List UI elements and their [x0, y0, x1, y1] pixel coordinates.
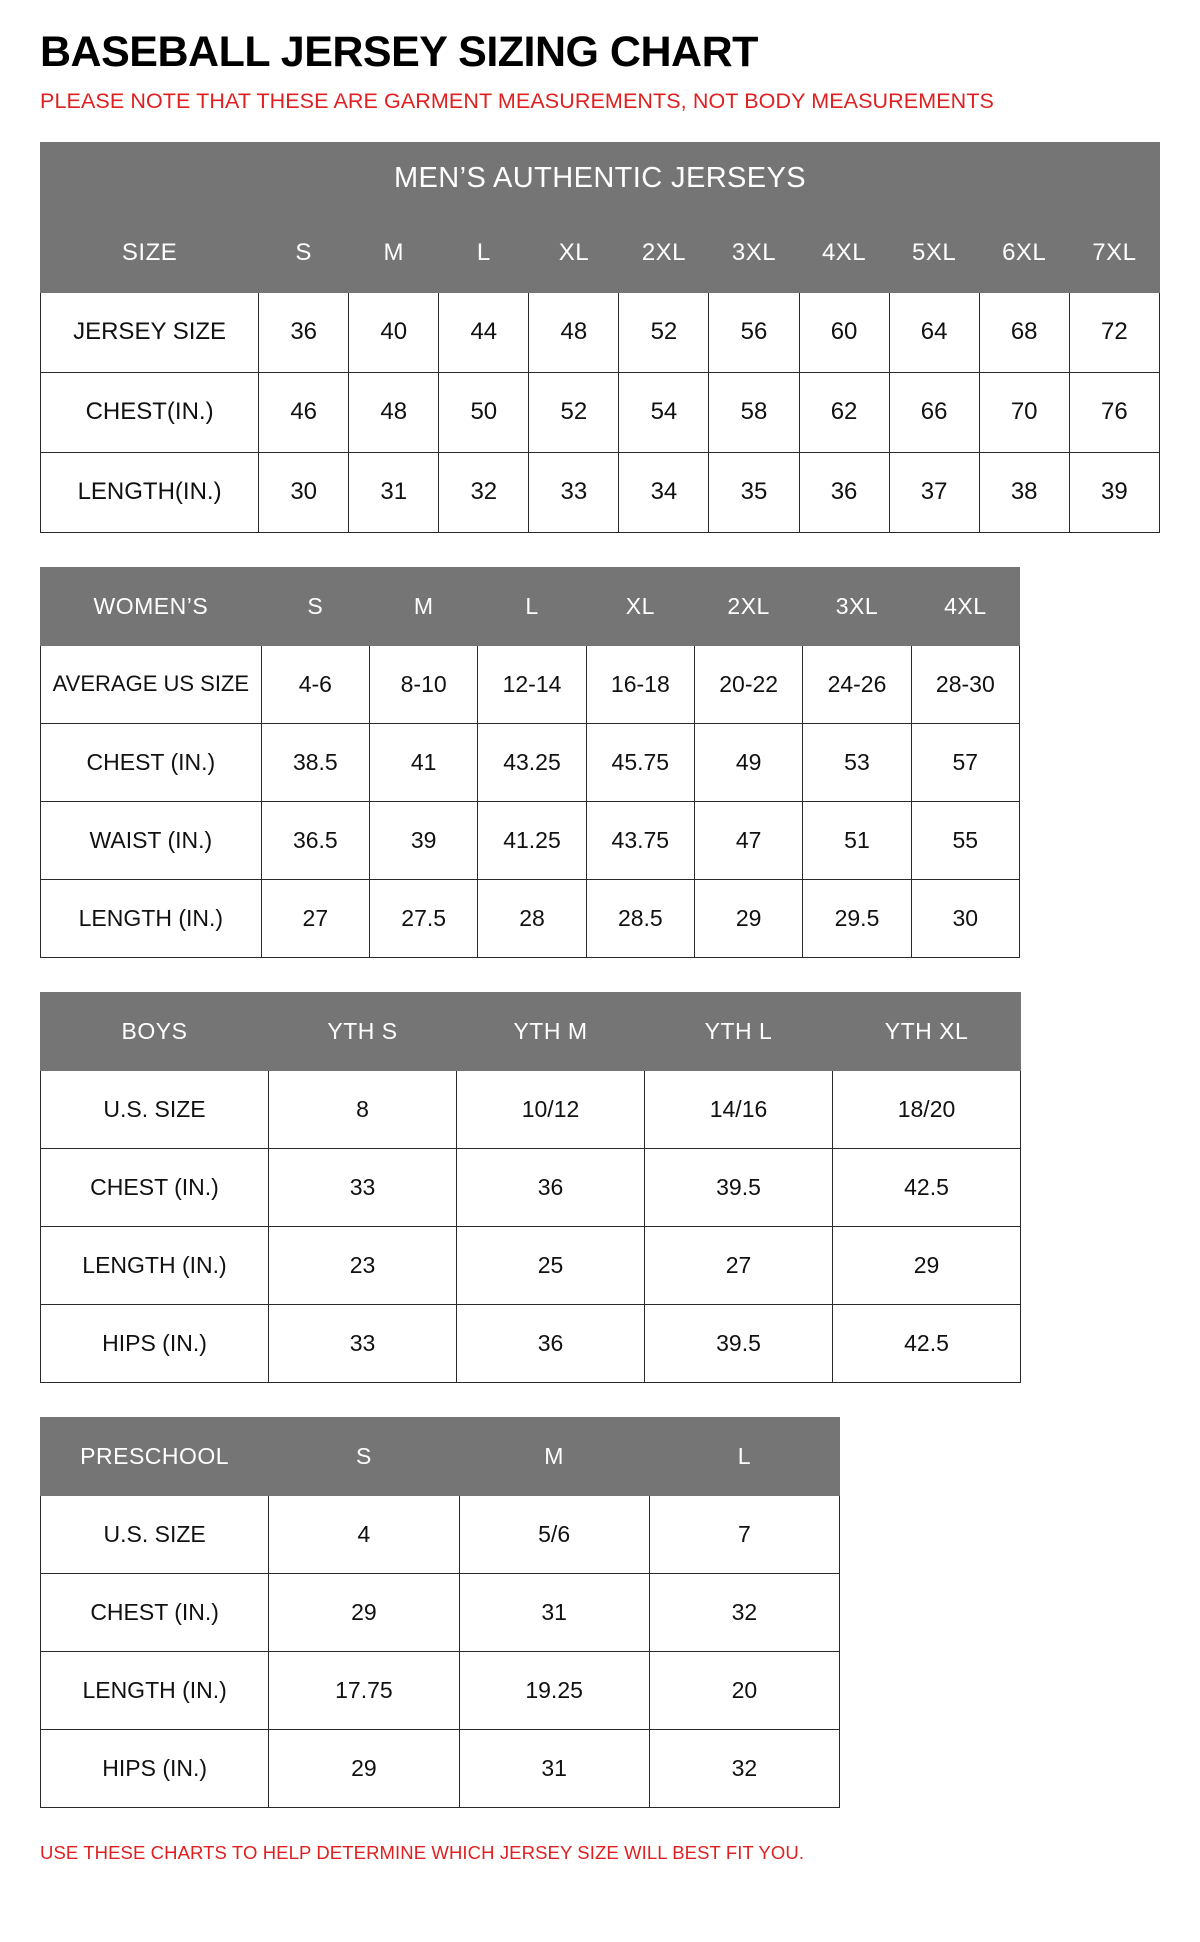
table-row: [41, 1651, 840, 1729]
column-header: 2XL: [619, 214, 709, 292]
column-header: 4XL: [911, 567, 1019, 645]
data-cell: 12-14: [478, 645, 586, 723]
data-cell: 38.5: [261, 723, 369, 801]
data-cell: 32: [649, 1573, 839, 1651]
column-header: L: [439, 214, 529, 292]
data-cell: 14/16: [645, 1070, 833, 1148]
data-cell: 32: [649, 1729, 839, 1807]
boys-sizing-table: [40, 992, 1021, 1383]
table-row: [41, 1729, 840, 1807]
data-cell: 29.5: [803, 879, 911, 957]
data-cell: 31: [459, 1729, 649, 1807]
data-cell: 66: [889, 372, 979, 452]
table-header-row: [41, 1417, 840, 1495]
data-cell: 36.5: [261, 801, 369, 879]
data-cell: 33: [269, 1304, 457, 1382]
data-cell: 8-10: [370, 645, 478, 723]
data-cell: 18/20: [833, 1070, 1021, 1148]
data-cell: 49: [694, 723, 802, 801]
data-cell: 58: [709, 372, 799, 452]
column-header: S: [261, 567, 369, 645]
data-cell: 10/12: [457, 1070, 645, 1148]
column-header: WOMEN’S: [41, 567, 262, 645]
table-row: [41, 801, 1020, 879]
data-cell: 52: [529, 372, 619, 452]
column-header: SIZE: [41, 214, 259, 292]
data-cell: 29: [269, 1573, 459, 1651]
page-title: BASEBALL JERSEY SIZING CHART: [40, 28, 758, 76]
table-row: [41, 645, 1020, 723]
data-cell: 30: [259, 452, 349, 532]
data-cell: 62: [799, 372, 889, 452]
data-cell: 47: [694, 801, 802, 879]
column-header: L: [478, 567, 586, 645]
data-cell: 45.75: [586, 723, 694, 801]
data-cell: 38: [979, 452, 1069, 532]
data-cell: 27.5: [370, 879, 478, 957]
mens-banner: MEN’S AUTHENTIC JERSEYS: [41, 142, 1160, 214]
data-cell: 50: [439, 372, 529, 452]
data-cell: 7: [649, 1495, 839, 1573]
row-label: AVERAGE US SIZE: [41, 645, 262, 723]
data-cell: 57: [911, 723, 1019, 801]
data-cell: 36: [799, 452, 889, 532]
data-cell: 46: [259, 372, 349, 452]
column-header: 3XL: [709, 214, 799, 292]
data-cell: 36: [457, 1304, 645, 1382]
data-cell: 17.75: [269, 1651, 459, 1729]
data-cell: 39.5: [645, 1304, 833, 1382]
data-cell: 29: [833, 1226, 1021, 1304]
data-cell: 48: [529, 292, 619, 372]
row-label: CHEST (IN.): [41, 1148, 269, 1226]
data-cell: 42.5: [833, 1304, 1021, 1382]
data-cell: 8: [269, 1070, 457, 1148]
data-cell: 20-22: [694, 645, 802, 723]
data-cell: 60: [799, 292, 889, 372]
data-cell: 27: [261, 879, 369, 957]
data-cell: 29: [269, 1729, 459, 1807]
column-header: YTH M: [457, 992, 645, 1070]
table-row: [41, 452, 1160, 532]
row-label: HIPS (IN.): [41, 1304, 269, 1382]
chart-footer-note: USE THESE CHARTS TO HELP DETERMINE WHICH JERSEY SIZE WILL BEST FIT YOU.: [40, 1841, 805, 1863]
data-cell: 70: [979, 372, 1069, 452]
data-cell: 28.5: [586, 879, 694, 957]
column-header: XL: [529, 214, 619, 292]
table-header-row: [41, 214, 1160, 292]
data-cell: 31: [349, 452, 439, 532]
data-cell: 52: [619, 292, 709, 372]
data-cell: 64: [889, 292, 979, 372]
data-cell: 28-30: [911, 645, 1019, 723]
data-cell: 31: [459, 1573, 649, 1651]
column-header: M: [349, 214, 439, 292]
column-header: 2XL: [694, 567, 802, 645]
table-header-row: [41, 992, 1021, 1070]
table-row: [41, 372, 1160, 452]
row-label: HIPS (IN.): [41, 1729, 269, 1807]
data-cell: 19.25: [459, 1651, 649, 1729]
table-row: [41, 1070, 1021, 1148]
data-cell: 29: [694, 879, 802, 957]
data-cell: 33: [269, 1148, 457, 1226]
table-row: [41, 1304, 1021, 1382]
table-header-row: [41, 567, 1020, 645]
data-cell: 51: [803, 801, 911, 879]
row-label: U.S. SIZE: [41, 1070, 269, 1148]
column-header: 7XL: [1069, 214, 1159, 292]
data-cell: 35: [709, 452, 799, 532]
data-cell: 28: [478, 879, 586, 957]
column-header: PRESCHOOL: [41, 1417, 269, 1495]
mens-sizing-table: [40, 142, 1160, 533]
data-cell: 76: [1069, 372, 1159, 452]
data-cell: 39: [370, 801, 478, 879]
column-header: XL: [586, 567, 694, 645]
column-header: YTH S: [269, 992, 457, 1070]
data-cell: 27: [645, 1226, 833, 1304]
data-cell: 36: [457, 1148, 645, 1226]
preschool-sizing-table: [40, 1417, 840, 1808]
table-row: [41, 1226, 1021, 1304]
data-cell: 33: [529, 452, 619, 532]
table-row: [41, 292, 1160, 372]
data-cell: 40: [349, 292, 439, 372]
data-cell: 43.75: [586, 801, 694, 879]
row-label: LENGTH (IN.): [41, 1651, 269, 1729]
row-label: CHEST (IN.): [41, 723, 262, 801]
column-header: S: [269, 1417, 459, 1495]
column-header: YTH L: [645, 992, 833, 1070]
womens-sizing-table: [40, 567, 1020, 958]
row-label: LENGTH (IN.): [41, 879, 262, 957]
data-cell: 36: [259, 292, 349, 372]
column-header: 5XL: [889, 214, 979, 292]
column-header: M: [459, 1417, 649, 1495]
column-header: 6XL: [979, 214, 1069, 292]
column-header: S: [259, 214, 349, 292]
table-row: [41, 1495, 840, 1573]
data-cell: 34: [619, 452, 709, 532]
data-cell: 53: [803, 723, 911, 801]
table-row: [41, 1573, 840, 1651]
data-cell: 39: [1069, 452, 1159, 532]
data-cell: 37: [889, 452, 979, 532]
table-row: [41, 723, 1020, 801]
data-cell: 24-26: [803, 645, 911, 723]
row-label: LENGTH(IN.): [41, 452, 259, 532]
column-header: 3XL: [803, 567, 911, 645]
table-banner-row: [41, 142, 1160, 214]
table-row: [41, 1148, 1021, 1226]
data-cell: 16-18: [586, 645, 694, 723]
data-cell: 4: [269, 1495, 459, 1573]
data-cell: 44: [439, 292, 529, 372]
table-row: [41, 879, 1020, 957]
column-header: L: [649, 1417, 839, 1495]
data-cell: 56: [709, 292, 799, 372]
column-header: YTH XL: [833, 992, 1021, 1070]
data-cell: 23: [269, 1226, 457, 1304]
row-label: JERSEY SIZE: [41, 292, 259, 372]
data-cell: 32: [439, 452, 529, 532]
data-cell: 54: [619, 372, 709, 452]
data-cell: 5/6: [459, 1495, 649, 1573]
data-cell: 55: [911, 801, 1019, 879]
measurement-note: PLEASE NOTE THAT THESE ARE GARMENT MEASUREMENTS, NOT BODY MEASUREMENTS: [40, 89, 994, 114]
data-cell: 72: [1069, 292, 1159, 372]
data-cell: 41: [370, 723, 478, 801]
column-header: BOYS: [41, 992, 269, 1070]
data-cell: 41.25: [478, 801, 586, 879]
row-label: WAIST (IN.): [41, 801, 262, 879]
data-cell: 25: [457, 1226, 645, 1304]
column-header: M: [370, 567, 478, 645]
data-cell: 4-6: [261, 645, 369, 723]
row-label: U.S. SIZE: [41, 1495, 269, 1573]
row-label: LENGTH (IN.): [41, 1226, 269, 1304]
row-label: CHEST (IN.): [41, 1573, 269, 1651]
data-cell: 48: [349, 372, 439, 452]
data-cell: 20: [649, 1651, 839, 1729]
data-cell: 39.5: [645, 1148, 833, 1226]
data-cell: 43.25: [478, 723, 586, 801]
data-cell: 30: [911, 879, 1019, 957]
column-header: 4XL: [799, 214, 889, 292]
data-cell: 42.5: [833, 1148, 1021, 1226]
row-label: CHEST(IN.): [41, 372, 259, 452]
data-cell: 68: [979, 292, 1069, 372]
